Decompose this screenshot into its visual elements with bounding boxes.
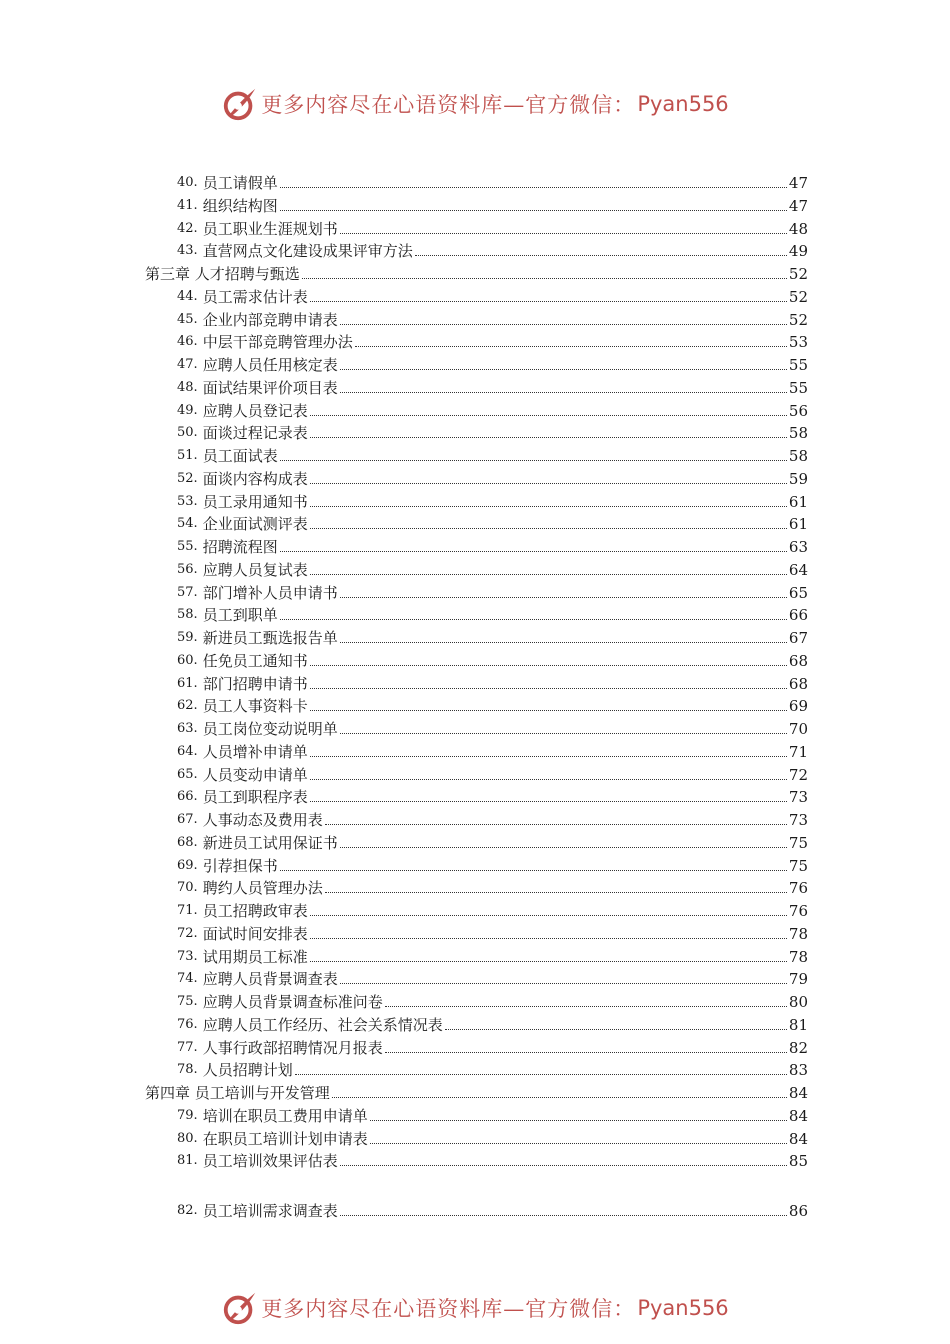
toc-entry-title: 聘约人员管理办法 [202, 879, 323, 898]
toc-page-number: 75 [788, 856, 808, 875]
toc-entry-row[interactable] [177, 420, 808, 442]
toc-entry-row[interactable] [177, 216, 808, 238]
toc-dot-leader [340, 733, 787, 734]
toc-dot-leader [385, 1052, 787, 1053]
toc-entry-title: 面试时间安排表 [202, 924, 308, 943]
toc-chapter-row[interactable] [145, 1080, 808, 1102]
toc-entry-number: 74. [177, 971, 198, 987]
toc-entry-number: 62. [177, 698, 198, 714]
toc-entry-number: 50. [177, 425, 198, 441]
toc-entry-title: 应聘人员工作经历、社会关系情况表 [202, 1015, 443, 1034]
toc-dot-leader [280, 210, 787, 211]
toc-page-number: 52 [788, 265, 808, 283]
toc-entry-number: 67. [177, 812, 198, 827]
toc-entry-row[interactable] [177, 170, 808, 192]
toc-dot-leader [280, 187, 787, 188]
toc-entry-number: 82. [177, 1203, 198, 1218]
banner-wechat-id: Pyan556 [637, 1296, 729, 1320]
toc-entry-title: 部门增补人员申请书 [202, 583, 338, 602]
toc-entry-title: 员工岗位变动说明单 [202, 720, 338, 738]
quill-logo-icon [221, 85, 259, 123]
toc-entry-row[interactable] [177, 853, 808, 875]
toc-entry-title: 在职员工培训计划申请表 [202, 1129, 368, 1148]
toc-entry-number: 57. [177, 584, 198, 600]
toc-page-number: 55 [788, 378, 808, 397]
toc-page-number: 73 [788, 788, 808, 807]
toc-entry-number: 45. [177, 311, 198, 327]
toc-entry-row[interactable] [177, 329, 808, 351]
toc-entry-title: 新进员工试用保证书 [202, 833, 338, 852]
toc-entry-number: 81. [177, 1153, 198, 1169]
toc-dot-leader [340, 324, 787, 325]
toc-page-number: 84 [788, 1129, 808, 1148]
toc-entry-title: 部门招聘申请书 [202, 674, 308, 693]
toc-entry-number: 46. [177, 334, 198, 350]
toc-dot-leader [310, 574, 787, 575]
banner-text: 更多内容尽在心语资料库—官方微信： [261, 1297, 636, 1321]
toc-page-number: 47 [788, 196, 808, 215]
toc-dot-leader [415, 255, 787, 256]
toc-entry-row[interactable] [177, 966, 808, 988]
toc-page-number: 68 [788, 674, 808, 693]
toc-entry-row[interactable] [177, 716, 808, 738]
toc-entry-row[interactable] [177, 193, 808, 215]
toc-entry-title: 中层干部竞聘管理办法 [202, 333, 353, 352]
toc-dot-leader [340, 233, 787, 234]
toc-entry-number: 49. [177, 402, 198, 418]
toc-entry-title: 员工到职单 [202, 606, 278, 625]
toc-entry-row[interactable] [177, 1198, 808, 1220]
toc-entry-number: 66. [177, 789, 198, 805]
toc-dot-leader [340, 392, 787, 393]
footer-watermark-banner [0, 1288, 950, 1328]
toc-dot-leader [310, 483, 787, 484]
toc-entry-row[interactable] [177, 1057, 808, 1079]
toc-entry-row[interactable] [177, 921, 808, 943]
toc-entry-number: 43. [177, 243, 198, 259]
toc-dot-leader [280, 460, 787, 461]
toc-page-number: 73 [788, 811, 808, 829]
toc-page-number: 78 [788, 924, 808, 943]
toc-page-number: 52 [788, 287, 808, 306]
toc-dot-leader [310, 938, 787, 939]
toc-entry-title: 面谈过程记录表 [202, 424, 308, 443]
toc-page-number: 82 [788, 1038, 808, 1057]
toc-dot-leader [325, 824, 787, 825]
toc-entry-title: 新进员工甄选报告单 [202, 629, 338, 647]
toc-page-number: 76 [788, 902, 808, 920]
toc-entry-title: 第四章 员工培训与开发管理 [145, 1084, 330, 1102]
toc-entry-row[interactable] [177, 693, 808, 715]
toc-dot-leader [370, 1143, 787, 1144]
toc-page-number: 53 [788, 333, 808, 352]
toc-entry-title: 培训在职员工费用申请单 [202, 1106, 368, 1125]
toc-entry-title: 员工招聘政审表 [202, 902, 308, 920]
toc-entry-title: 面试结果评价项目表 [202, 378, 338, 397]
toc-page-number: 58 [788, 424, 808, 443]
toc-page-number: 59 [788, 469, 808, 488]
toc-dot-leader [340, 847, 787, 848]
toc-entry-title: 人员增补申请单 [202, 742, 308, 761]
toc-page-number: 69 [788, 697, 808, 716]
toc-page-number: 84 [788, 1084, 808, 1102]
toc-entry-row[interactable] [177, 762, 808, 784]
toc-entry-row[interactable] [177, 1148, 808, 1170]
toc-entry-number: 80. [177, 1130, 198, 1146]
toc-entry-title: 引荐担保书 [202, 856, 278, 875]
toc-page-number: 49 [788, 242, 808, 261]
toc-page-number: 67 [788, 629, 808, 647]
toc-entry-number: 77. [177, 1039, 198, 1055]
toc-entry-row[interactable] [177, 375, 808, 397]
toc-entry-title: 面谈内容构成表 [202, 469, 308, 488]
toc-chapter-row[interactable] [145, 261, 808, 283]
toc-page-number: 78 [788, 947, 808, 966]
toc-page-number: 79 [788, 970, 808, 989]
toc-dot-leader [445, 1029, 787, 1030]
toc-entry-number: 64. [177, 743, 198, 759]
toc-entry-row[interactable] [177, 875, 808, 897]
toc-entry-number: 68. [177, 834, 198, 850]
toc-page-number: 55 [788, 356, 808, 374]
toc-entry-row[interactable] [177, 807, 808, 829]
toc-page-number: 56 [788, 401, 808, 420]
toc-entry-number: 41. [177, 197, 198, 213]
toc-entry-row[interactable] [177, 944, 808, 966]
toc-entry-title: 人员变动申请单 [202, 765, 308, 784]
toc-entry-title: 企业面试测评表 [202, 515, 308, 534]
toc-entry-row[interactable] [177, 784, 808, 806]
toc-entry-title: 组织结构图 [202, 196, 278, 215]
toc-entry-title: 员工请假单 [202, 174, 278, 192]
toc-entry-row[interactable] [177, 625, 808, 647]
toc-entry-row[interactable] [177, 989, 808, 1011]
toc-entry-number: 53. [177, 493, 198, 509]
toc-entry-number: 52. [177, 470, 198, 486]
toc-dot-leader [280, 551, 787, 552]
toc-entry-number: 40. [177, 175, 198, 190]
toc-dot-leader [310, 779, 787, 780]
toc-dot-leader [310, 415, 787, 416]
toc-entry-number: 55. [177, 539, 198, 554]
toc-dot-leader [310, 756, 787, 757]
toc-page-number: 68 [788, 651, 808, 670]
toc-page-number: 48 [788, 219, 808, 238]
toc-dot-leader [385, 1006, 787, 1007]
toc-page-number: 80 [788, 993, 808, 1011]
toc-page-number: 47 [788, 174, 808, 192]
toc-dot-leader [310, 801, 787, 802]
toc-page-number: 70 [788, 720, 808, 738]
toc-dot-leader [340, 1215, 787, 1216]
toc-entry-row[interactable] [177, 557, 808, 579]
toc-dot-leader [295, 1074, 787, 1075]
toc-page-number: 58 [788, 447, 808, 465]
toc-dot-leader [310, 301, 787, 302]
header-watermark-banner [0, 84, 950, 124]
toc-entry-row[interactable] [177, 1103, 808, 1125]
toc-entry-title: 人员招聘计划 [202, 1061, 293, 1080]
toc-entry-title: 应聘人员登记表 [202, 401, 308, 420]
toc-entry-row[interactable] [177, 739, 808, 761]
toc-entry-number: 58. [177, 607, 198, 623]
toc-dot-leader [280, 870, 787, 871]
toc-entry-title: 应聘人员复试表 [202, 560, 308, 579]
toc-entry-row[interactable] [177, 1035, 808, 1057]
toc-dot-leader [340, 1165, 787, 1166]
toc-entry-row[interactable] [177, 648, 808, 670]
toc-entry-number: 76. [177, 1016, 198, 1032]
toc-entry-title: 第三章 人才招聘与甄选 [145, 265, 300, 283]
toc-entry-row[interactable] [177, 398, 808, 420]
toc-entry-number: 54. [177, 516, 198, 532]
toc-page-number: 64 [788, 560, 808, 579]
toc-entry-row[interactable] [177, 1126, 808, 1148]
toc-entry-title: 员工培训效果评估表 [202, 1152, 338, 1171]
toc-entry-row[interactable] [177, 602, 808, 624]
toc-entry-title: 员工需求估计表 [202, 287, 308, 306]
toc-entry-title: 应聘人员任用核定表 [202, 356, 338, 374]
toc-dot-leader [340, 983, 787, 984]
toc-page-number: 66 [788, 606, 808, 625]
toc-dot-leader [340, 369, 787, 370]
toc-entry-number: 78. [177, 1062, 198, 1078]
toc-entry-row[interactable] [177, 443, 808, 465]
toc-entry-number: 71. [177, 903, 198, 918]
toc-entry-title: 企业内部竞聘申请表 [202, 310, 338, 329]
quill-logo-icon [221, 1289, 259, 1327]
toc-entry-row[interactable] [177, 898, 808, 920]
toc-entry-row[interactable] [177, 671, 808, 693]
toc-entry-title: 员工面试表 [202, 447, 278, 465]
toc-entry-title: 应聘人员背景调查表 [202, 970, 338, 989]
toc-entry-row[interactable] [177, 580, 808, 602]
toc-page-number: 83 [788, 1061, 808, 1080]
toc-dot-leader [325, 892, 787, 893]
toc-dot-leader [310, 506, 787, 507]
toc-entry-title: 员工职业生涯规划书 [202, 219, 338, 238]
toc-page-number: 65 [788, 583, 808, 602]
toc-entry-number: 69. [177, 857, 198, 873]
toc-dot-leader [310, 915, 787, 916]
toc-page-number: 71 [788, 742, 808, 761]
toc-entry-number: 73. [177, 948, 198, 964]
toc-page-number: 85 [788, 1152, 808, 1171]
toc-page-number: 61 [788, 492, 808, 511]
toc-entry-number: 56. [177, 561, 198, 577]
toc-entry-number: 72. [177, 925, 198, 941]
toc-entry-title: 人事行政部招聘情况月报表 [202, 1038, 383, 1057]
toc-entry-number: 75. [177, 994, 198, 1009]
banner-wechat-id: Pyan556 [637, 92, 729, 116]
toc-dot-leader [310, 688, 787, 689]
toc-entry-title: 员工人事资料卡 [202, 697, 308, 716]
toc-entry-row[interactable] [177, 466, 808, 488]
toc-entry-number: 48. [177, 379, 198, 395]
toc-entry-number: 63. [177, 721, 198, 736]
toc-entry-number: 61. [177, 675, 198, 691]
toc-entry-row[interactable] [177, 352, 808, 374]
toc-dot-leader [310, 528, 787, 529]
toc-dot-leader [355, 346, 787, 347]
toc-dot-leader [332, 1097, 787, 1098]
toc-page-number: 63 [788, 538, 808, 556]
toc-entry-number: 79. [177, 1107, 198, 1123]
toc-dot-leader [340, 642, 787, 643]
toc-dot-leader [310, 710, 787, 711]
toc-dot-leader [302, 278, 787, 279]
toc-entry-row[interactable] [177, 238, 808, 260]
toc-page-number: 52 [788, 310, 808, 329]
toc-entry-row[interactable] [177, 284, 808, 306]
toc-dot-leader [310, 665, 787, 666]
toc-page-number: 76 [788, 879, 808, 898]
toc-entry-number: 51. [177, 448, 198, 463]
toc-entry-number: 44. [177, 288, 198, 304]
banner-text: 更多内容尽在心语资料库—官方微信： [261, 93, 636, 117]
toc-entry-title: 人事动态及费用表 [202, 811, 323, 829]
toc-entry-title: 员工到职程序表 [202, 788, 308, 807]
toc-page-number: 72 [788, 765, 808, 784]
toc-entry-title: 员工录用通知书 [202, 492, 308, 511]
toc-entry-title: 试用期员工标准 [202, 947, 308, 966]
toc-page-number: 61 [788, 515, 808, 534]
toc-entry-number: 60. [177, 652, 198, 668]
toc-entry-title: 员工培训需求调查表 [202, 1202, 338, 1220]
toc-page-number: 86 [788, 1202, 808, 1220]
toc-entry-number: 65. [177, 766, 198, 782]
toc-entry-row[interactable] [177, 1012, 808, 1034]
toc-entry-number: 47. [177, 357, 198, 372]
toc-dot-leader [280, 619, 787, 620]
toc-entry-title: 任免员工通知书 [202, 651, 308, 670]
toc-entry-number: 59. [177, 630, 198, 645]
toc-entry-title: 直营网点文化建设成果评审方法 [202, 242, 413, 261]
toc-entry-row[interactable] [177, 830, 808, 852]
toc-entry-title: 应聘人员背景调查标准问卷 [202, 993, 383, 1011]
toc-entry-row[interactable] [177, 511, 808, 533]
toc-dot-leader [310, 961, 787, 962]
toc-page-number: 81 [788, 1015, 808, 1034]
toc-entry-number: 42. [177, 220, 198, 236]
toc-page-number: 84 [788, 1106, 808, 1125]
toc-dot-leader [370, 1120, 787, 1121]
toc-entry-row[interactable] [177, 534, 808, 556]
toc-dot-leader [310, 437, 787, 438]
toc-entry-row[interactable] [177, 307, 808, 329]
toc-entry-row[interactable] [177, 489, 808, 511]
toc-dot-leader [340, 597, 787, 598]
toc-entry-title: 招聘流程图 [202, 538, 278, 556]
toc-entry-number: 70. [177, 880, 198, 896]
toc-page-number: 75 [788, 833, 808, 852]
